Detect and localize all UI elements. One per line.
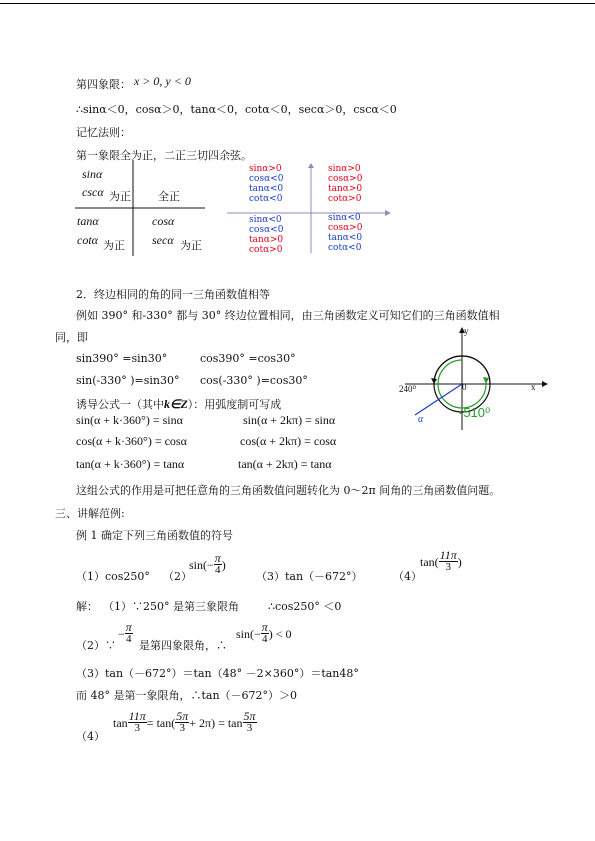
colored-q1-item: cosα>0 [328,174,363,184]
solution4-label: （4） [76,730,105,743]
formula-cos-rad: cos(α + 2kπ) = cosα [240,434,337,448]
colored-q3-item: cosα<0 [249,225,284,235]
problem2-label: （2） [163,570,192,583]
five-pi-numerator: 5π [243,709,256,723]
formula-purpose: 这组公式的作用是可把任意角的三角函数值问题转化为 0～2π 间角的三角函数值问题。 [76,484,501,497]
q1-all-positive: 全正 [158,190,180,203]
eq-sin390: sin390° =sin30° [76,352,168,365]
memory-title: 记忆法则： [76,126,131,139]
problem4-fn: tan( [420,555,439,569]
angle-alpha-label: α [418,414,424,425]
formula-tan-deg: tan(α + k·360°) = tanα [76,457,185,471]
solution2-fn: sin(− [236,627,261,641]
s4-plus: + 2π) = tan [189,716,243,730]
s4-tan: tan [113,716,128,730]
section3-heading: 三、讲解范例: [55,507,125,520]
problem4-expression [420,550,462,573]
solution4-expression [113,711,257,734]
eleven-pi-numerator: 11π [128,709,146,723]
solution2-angle [118,622,133,645]
colored-q4-item: sinα<0 [328,213,361,223]
colored-q3-item: sinα<0 [249,215,282,225]
solution3: （3）tan（－672°）＝tan（48° －2×360°）＝tan48° [76,667,359,680]
colored-q2-item: sinα>0 [249,164,282,174]
formula-tan-rad: tan(α + 2kπ) = tanα [238,457,332,471]
q2-positive-tag: 为正 [109,190,131,203]
three-denominator: 3 [179,722,185,734]
colored-q3-list [249,215,283,255]
q3-tan: tanα [77,214,99,228]
five-pi-numerator: 5π [176,709,189,723]
formula-cos-deg: cos(α + k·360°) = cosα [76,434,187,448]
problem1: （1）cos250° [76,570,150,583]
angle-510-label: -510⁰ [459,405,491,420]
formula-sin-rad: sin(α + 2kπ) = sinα [243,413,336,427]
problem4-label: （4） [393,570,422,583]
colored-q1-item: sinα>0 [328,164,361,174]
colored-q4-item: cotα<0 [328,243,362,253]
minus-sign: − [118,627,125,641]
eleven-pi-numerator: 11π [439,548,457,562]
s4-frac2 [175,711,189,734]
colored-q2-list [249,164,283,204]
close-paren: ) [457,555,462,569]
colored-q3-item: cotα>0 [249,245,283,255]
colored-q4-item: cosα>0 [328,223,363,233]
solution2-label: （2）∵ [76,639,116,652]
colored-q2-item: tanα<0 [249,184,284,194]
close-paren: ) [221,558,226,572]
pi-numerator: π [261,620,268,634]
eq-sin-330: sin(-330° )=sin30° [76,374,180,387]
page-top-rule [0,3,595,4]
quadrant4-condition: x > 0, y < 0 [134,74,191,88]
problem3: （3）tan（－672°） [256,570,363,583]
solution2-tail: ) < 0 [268,627,292,641]
solution2-middle: 是第四象限角，∴ [139,639,227,652]
section2-example-line1: 例如 390° 和-330° 都与 30° 终边位置相同，由三角函数定义可知它们的三角函数值相 [76,309,500,322]
solution1: （1）∵250° 是第三象限角 [103,600,239,613]
problem2-fraction [214,553,222,576]
angle-origin-label: 0 [462,382,467,392]
four-denominator: 4 [126,633,132,645]
angle-x-label: x [531,382,536,392]
q2-sin: sinα [82,167,103,181]
q2-csc: cscα [82,185,104,199]
four-denominator: 4 [262,633,268,645]
section2-example-line2: 同，即 [55,331,88,344]
solution1-conclusion: ∴cos250° ＜0 [268,600,342,613]
colored-q2-item: cotα<0 [249,194,283,204]
solution2-fraction2 [261,622,269,645]
colored-q1-item: cotα>0 [328,194,362,204]
four-denominator: 4 [215,564,221,576]
angle-y-label: y [464,326,469,336]
pi-numerator: π [125,620,132,634]
problem4-fraction [439,550,458,573]
problem2-fn: sin(− [189,558,214,572]
solution-label: 解： [76,600,98,613]
induction-pre: 诱导公式一（其中 [76,398,164,411]
solution2-fraction [125,622,133,645]
example1-title: 例 1 确定下列三角函数值的符号 [76,529,233,542]
induction-post: ）：用弧度制可写成 [187,398,282,411]
induction-formula-intro [76,396,281,412]
q4-sec: secα [152,233,174,247]
s4-frac3 [243,711,257,734]
colored-q2-item: cosα<0 [249,174,284,184]
q3-positive-tag: 为正 [103,239,125,252]
three-denominator: 3 [246,722,253,734]
eq-cos390: cos390° =cos30° [200,352,296,365]
quadrant4-label: 第四象限： [76,78,131,91]
q4-positive-tag: 为正 [180,239,202,252]
q3-cot: cotα [77,233,98,247]
solution2-expression [236,622,292,645]
problem2-expression [189,553,226,576]
memory-rule: 第一象限全为正，二正三切四余弦。 [76,149,252,162]
three-denominator: 3 [445,561,451,573]
section2-heading: 2．终边相同的角的同一三角函数值相等 [76,288,270,301]
s4-eq: = tan( [146,716,176,730]
s4-frac1 [128,711,147,734]
formula-sin-deg: sin(α + k·360°) = sinα [76,413,183,427]
colored-q4-list [328,213,362,253]
induction-k: k∈Z [164,397,188,411]
pi-numerator: π [214,551,221,565]
colored-q1-list [328,164,362,204]
three-denominator: 3 [134,722,140,734]
solution3-conclusion: 而 48° 是第一象限角，∴tan（－672°）＞0 [76,689,298,702]
colored-q1-item: tanα>0 [328,184,363,194]
quadrant4-signs: ∴sinα＜0，cosα＞0，tanα＜0，cotα＜0，secα＞0，cscα＜0 [76,103,397,116]
q4-cos: cosα [152,214,175,228]
eq-cos-330: cos(-330° )=cos30° [200,374,308,387]
colored-q3-item: tanα>0 [249,235,284,245]
angle-240-label: 240⁰ [399,384,417,394]
colored-q4-item: tanα<0 [328,233,363,243]
